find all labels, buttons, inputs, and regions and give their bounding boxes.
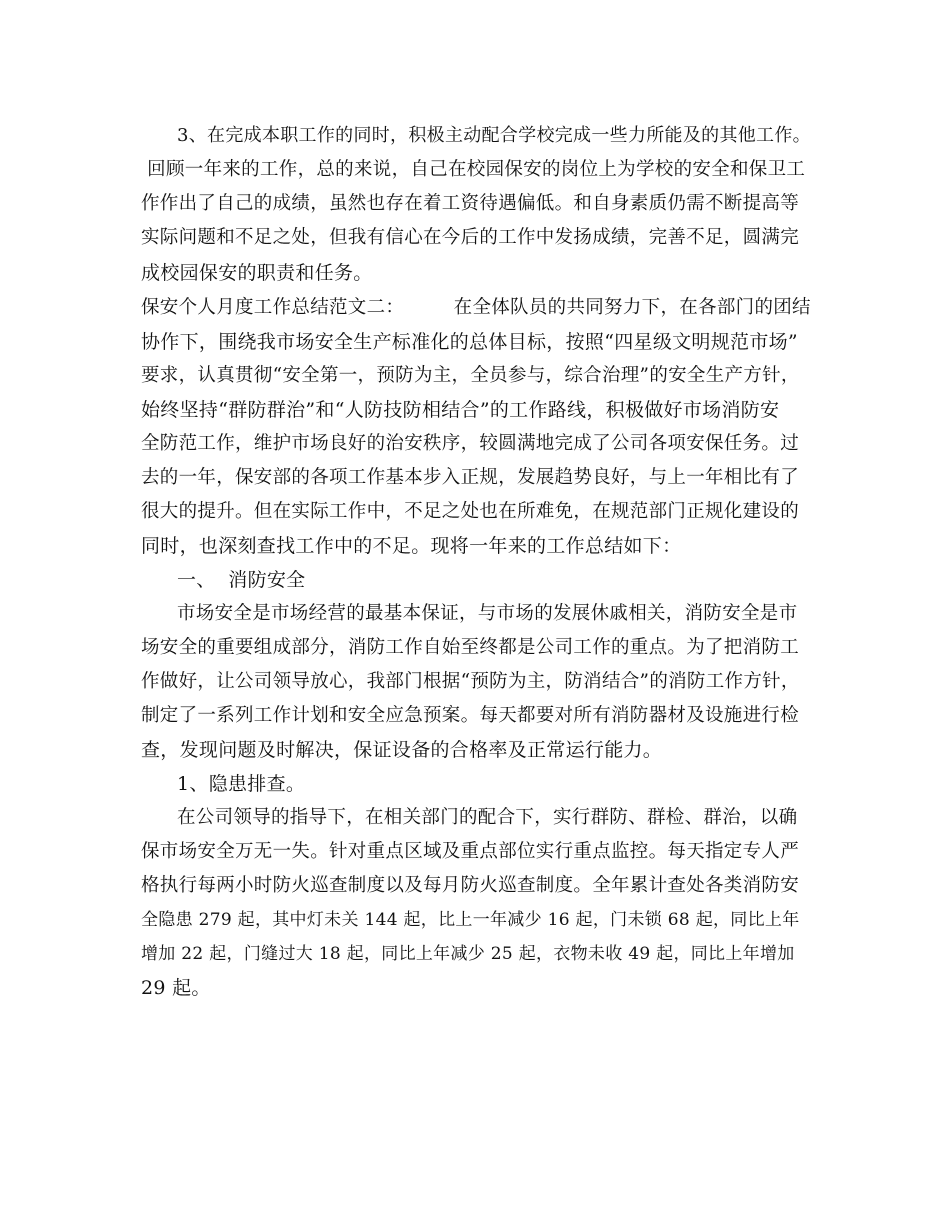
paragraph-line: 查，发现问题及时解决，保证设备的合格率及正常运行能力。 [141,739,663,761]
paragraph-line: 很大的提升。但在实际工作中，不足之处也在所难免，在规范部门正规化建设的 [141,501,800,522]
paragraph-line: 格执行每两小时防火巡查制度以及每月防火巡查制度。全年累计查处各类消防安 [141,875,800,896]
paragraph-line: 实际问题和不足之处，但我有信心在今后的工作中发扬成绩，完善不足，圆满完 [141,227,800,248]
paragraph-line: 全隐患 279 起，其中灯未关 144 起，比上一年减少 16 起，门未锁 68 起，同比上年 [141,910,800,930]
paragraph-line: 成校园保安的职责和任务。 [141,262,373,284]
paragraph-line: 增加 22 起，门缝过大 18 起，同比上年减少 25 起，衣物未收 49 起，同比上年增加 [141,944,795,964]
paragraph-line: 协作下，围绕我市场安全生产标准化的总体目标，按照“四星级文明规范市场” [141,331,798,353]
paragraph-line: 同时，也深刻查找工作中的不足。现将一年来的工作总结如下： [141,535,682,557]
paragraph-line: 在公司领导的指导下，在相关部门的配合下，实行群防、群检、群治，以确 [177,807,798,828]
subsection-heading: 1、隐患排查。 [177,773,306,795]
paragraph-line: 全防范工作，维护市场良好的治安秩序，较圆满地完成了公司各项安保任务。过 [141,433,800,454]
paragraph-line: 市场安全是市场经营的最基本保证，与市场的发展休戚相关，消防安全是市 [177,603,798,624]
paragraph-line: 制定了一系列工作计划和安全应急预案。每天都要对所有消防器材及设施进行检 [141,705,800,726]
paragraph-line: 要求，认真贯彻“安全第一，预防为主，全员参与，综合治理”的安全生产方针， [141,365,800,386]
paragraph-line: 保安个人月度工作总结范文二： 在全体队员的共同努力下，在各部门的团结 [141,297,811,318]
paragraph-line: 去的一年，保安部的各项工作基本步入正规，发展趋势良好，与上一年相比有了 [141,467,800,488]
section-heading: 一、 消防安全 [177,569,306,591]
paragraph-line: 场安全的重要组成部分，消防工作自始至终都是公司工作的重点。为了把消防工 [141,637,800,658]
paragraph-line: 回顾一年来的工作，总的来说，自己在校园保安的岗位上为学校的安全和保卫工 [141,159,806,180]
paragraph-line: 始终坚持“群防群治”和“人防技防相结合”的工作路线，积极做好市场消防安 [141,399,780,421]
paragraph-line: 保市场安全万无一失。针对重点区域及重点部位实行重点监控。每天指定专人严 [141,841,800,862]
paragraph-line: 29 起。 [141,977,211,999]
paragraph-line: 3、在完成本职工作的同时，积极主动配合学校完成一些力所能及的其他工作。 [177,125,811,146]
paragraph-line: 作做好，让公司领导放心，我部门根据“预防为主，防消结合”的消防工作方针， [141,671,800,692]
paragraph-line: 作作出了自己的成绩，虽然也存在着工资待遇偏低。和自身素质仍需不断提高等 [141,193,800,214]
